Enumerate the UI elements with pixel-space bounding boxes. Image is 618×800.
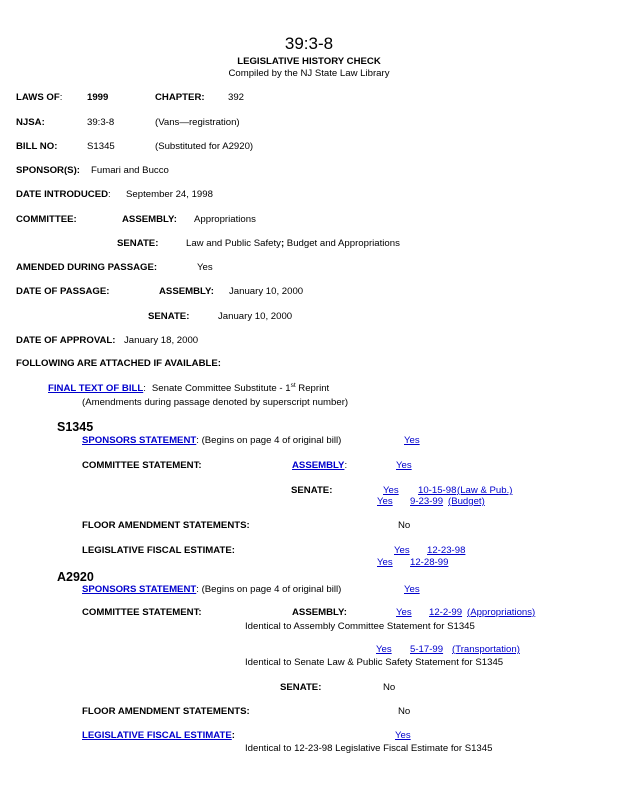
- bill-no-note: (Substituted for A2920): [155, 141, 254, 152]
- committee-senate-sep: ;: [280, 238, 285, 249]
- passage-senate-label: SENATE:: [148, 311, 190, 322]
- a2920-sponsors-desc: : (Begins on page 4 of original bill): [196, 584, 342, 595]
- s1345-senate-date-1[interactable]: 10-15-98: [418, 485, 457, 496]
- sponsors-label: SPONSOR(S):: [16, 165, 80, 176]
- amended-value: Yes: [197, 262, 213, 273]
- amended-label: AMENDED DURING PASSAGE:: [16, 262, 158, 273]
- date-introduced-value: September 24, 1998: [126, 189, 213, 200]
- s1345-floor-value: No: [398, 520, 411, 531]
- s1345-sponsors-link[interactable]: SPONSORS STATEMENT: [82, 435, 197, 446]
- final-text-desc-end: Reprint: [295, 383, 330, 394]
- final-text-desc: Senate Committee Substitute - 1: [151, 383, 291, 394]
- a2920-assembly-date-2[interactable]: 5-17-99: [410, 644, 444, 655]
- a2920-fiscal-colon: :: [231, 730, 235, 741]
- s1345-heading: S1345: [57, 420, 94, 434]
- page-subtitle: LEGISLATIVE HISTORY CHECK: [237, 56, 381, 67]
- a2920-heading: A2920: [57, 570, 94, 584]
- a2920-assembly-label: ASSEMBLY:: [292, 607, 347, 618]
- s1345-senate-comm-1[interactable]: (Law & Pub.): [457, 485, 513, 496]
- a2920-sponsors-yes[interactable]: Yes: [404, 584, 420, 595]
- s1345-senate-yes-1[interactable]: Yes: [383, 485, 399, 496]
- laws-of-colon: :: [59, 92, 63, 103]
- a2920-assembly-date-1[interactable]: 12-2-99: [429, 607, 463, 618]
- s1345-sponsors-yes[interactable]: Yes: [404, 435, 420, 446]
- following-heading: FOLLOWING ARE ATTACHED IF AVAILABLE:: [16, 358, 221, 369]
- a2920-assembly-comm-2[interactable]: (Transportation): [452, 644, 520, 655]
- s1345-fiscal-yes-2[interactable]: Yes: [377, 557, 393, 568]
- a2920-fiscal-yes[interactable]: Yes: [395, 730, 411, 741]
- s1345-fiscal-date-2[interactable]: 12-28-99: [410, 557, 449, 568]
- s1345-assembly-row: [292, 460, 347, 471]
- a2920-senate-value: No: [383, 682, 396, 693]
- committee-label: COMMITTEE:: [16, 214, 77, 225]
- a2920-floor-value: No: [398, 706, 411, 717]
- final-text-sup: st: [290, 381, 296, 389]
- s1345-assembly-link[interactable]: ASSEMBLY: [292, 460, 345, 471]
- a2920-committee-label: COMMITTEE STATEMENT:: [82, 607, 202, 618]
- passage-assembly-value: January 10, 2000: [229, 286, 304, 297]
- approval-label: DATE OF APPROVAL:: [16, 335, 116, 346]
- a2920-fiscal-row: [82, 730, 235, 741]
- bill-no-value: S1345: [87, 141, 115, 152]
- committee-senate-label: SENATE:: [117, 238, 159, 249]
- s1345-fiscal-yes-1[interactable]: Yes: [394, 545, 410, 556]
- committee-senate-value-a: Law and Public Safety: [186, 238, 281, 249]
- a2920-fiscal-link[interactable]: LEGISLATIVE FISCAL ESTIMATE: [82, 730, 232, 741]
- bill-no-label: BILL NO:: [16, 141, 58, 152]
- a2920-sponsors-link[interactable]: SPONSORS STATEMENT: [82, 584, 197, 595]
- sponsors-value: Fumari and Bucco: [91, 165, 169, 176]
- a2920-floor-label: FLOOR AMENDMENT STATEMENTS:: [82, 706, 250, 717]
- laws-of-label-group: [16, 92, 62, 103]
- final-text-colon: :: [143, 383, 146, 394]
- a2920-assembly-yes-1[interactable]: Yes: [396, 607, 412, 618]
- a2920-assembly-comm-1[interactable]: (Appropriations): [467, 607, 536, 618]
- s1345-assembly-yes[interactable]: Yes: [396, 460, 412, 471]
- a2920-fiscal-note: Identical to 12-23-98 Legislative Fiscal Estimate for S1345: [245, 743, 493, 754]
- s1345-sponsors-desc: : (Begins on page 4 of original bill): [196, 435, 342, 446]
- s1345-senate-comm-2[interactable]: (Budget): [448, 496, 485, 507]
- a2920-assembly-yes-2[interactable]: Yes: [376, 644, 392, 655]
- passage-label: DATE OF PASSAGE:: [16, 286, 110, 297]
- njsa-note: (Vans—registration): [155, 117, 240, 128]
- chapter-label: CHAPTER:: [155, 92, 205, 103]
- committee-assembly-value: Appropriations: [194, 214, 256, 225]
- a2920-assembly-note-1: Identical to Assembly Committee Statement for S1345: [245, 621, 475, 632]
- s1345-committee-label: COMMITTEE STATEMENT:: [82, 460, 202, 471]
- committee-senate-value-b: Budget and Appropriations: [284, 238, 400, 249]
- s1345-senate-date-2[interactable]: 9-23-99: [410, 496, 444, 507]
- a2920-senate-label: SENATE:: [280, 682, 322, 693]
- final-text-note: (Amendments during passage denoted by superscript number): [82, 397, 349, 408]
- committee-senate-values: [186, 238, 400, 249]
- approval-value: January 18, 2000: [124, 335, 199, 346]
- njsa-label: NJSA:: [16, 117, 45, 128]
- final-text-link[interactable]: FINAL TEXT OF BILL: [48, 383, 144, 394]
- passage-senate-value: January 10, 2000: [218, 311, 293, 322]
- laws-of-value: 1999: [87, 92, 109, 103]
- s1345-fiscal-label: LEGISLATIVE FISCAL ESTIMATE:: [82, 545, 235, 556]
- s1345-floor-label: FLOOR AMENDMENT STATEMENTS:: [82, 520, 250, 531]
- njsa-value: 39:3-8: [87, 117, 115, 128]
- date-introduced-colon: :: [108, 189, 111, 200]
- compiled-by: Compiled by the NJ State Law Library: [228, 68, 390, 79]
- s1345-sponsors-row: [82, 435, 341, 446]
- chapter-value: 392: [228, 92, 245, 103]
- committee-assembly-label: ASSEMBLY:: [122, 214, 177, 225]
- final-text-row: [48, 383, 329, 394]
- s1345-senate-label: SENATE:: [291, 485, 333, 496]
- laws-of-label: LAWS OF: [16, 92, 60, 103]
- s1345-assembly-colon: :: [344, 460, 348, 471]
- s1345-fiscal-date-1[interactable]: 12-23-98: [427, 545, 466, 556]
- page-title: 39:3-8: [284, 34, 334, 53]
- a2920-sponsors-row: [82, 584, 341, 595]
- a2920-assembly-note-2: Identical to Senate Law & Public Safety Statement for S1345: [245, 657, 504, 668]
- date-introduced-label: DATE INTRODUCED: [16, 189, 109, 200]
- date-introduced-label-group: [16, 189, 111, 200]
- passage-assembly-label: ASSEMBLY:: [159, 286, 214, 297]
- s1345-senate-yes-2[interactable]: Yes: [377, 496, 393, 507]
